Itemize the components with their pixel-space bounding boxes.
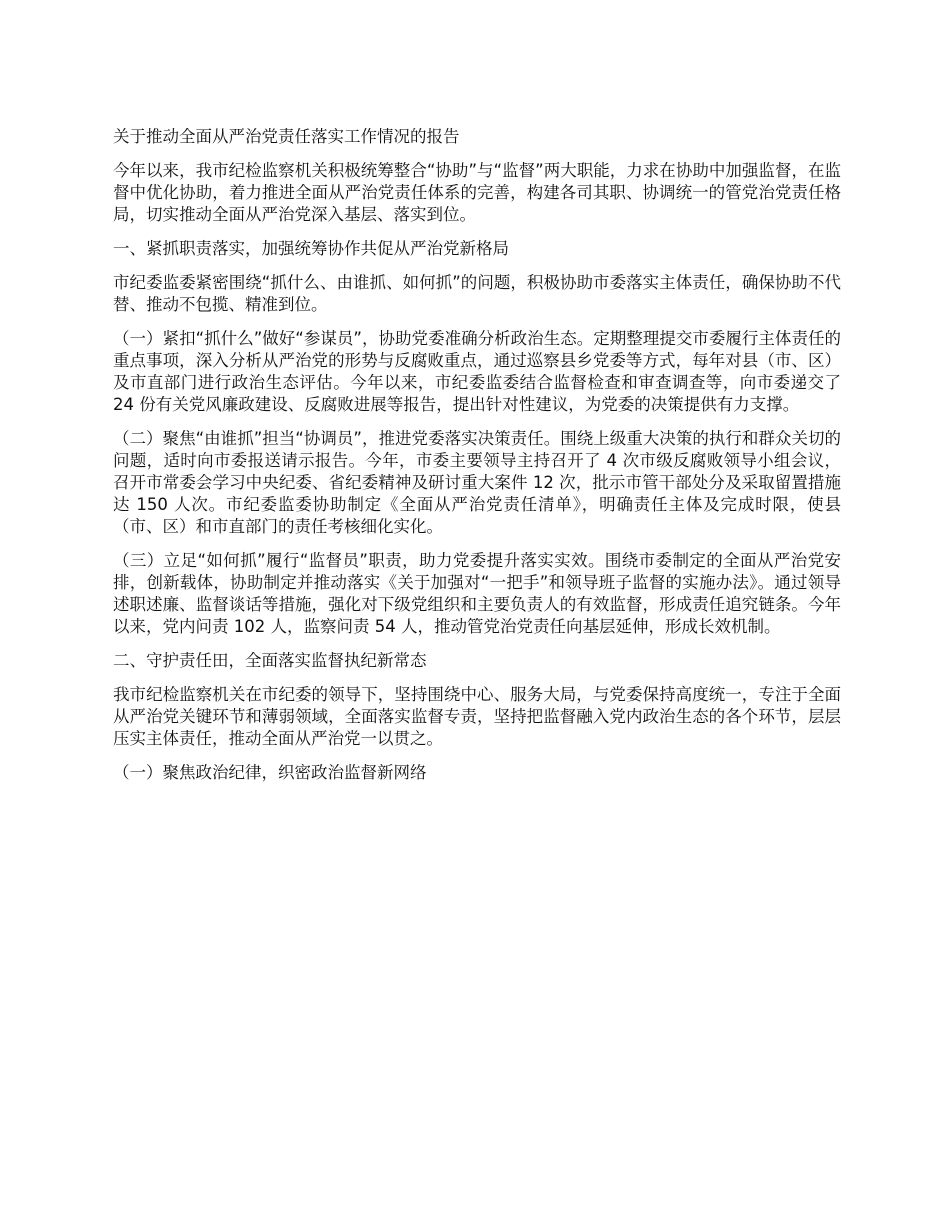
section-2-subheading: （一）聚焦政治纪律，织密政治监督新网络 — [113, 763, 427, 782]
section-1-item-1: （一）紧扣“抓什么”做好“参谋员”，协助党委准确分析政治生态。定期整理提交市委履行主体责任的重点事项，深入分析从严治党的形势与反腐败重点，通过巡察县乡党委等方式，每年对县（市、区）及市直部门进行政治生态评估。今年以来，市纪委监委结合监督检查和审查调查等，向市委递交了 24 份有关党风廉政建设、反腐败进展等报告，提出针对性建议，为党委的决策提供有力支撑。 — [113, 329, 841, 414]
section-1-item-3: （三）立足“如何抓”履行“监督员”职责，助力党委提升落实实效。围绕市委制定的全面从严治党安排，创新载体，协助制定并推动落实《关于加强对“一把手”和领导班子监督的实施办法》。通过领导述职述廉、监督谈话等措施，强化对下级党组织和主要负责人的有效监督，形成责任追究链条。今年以来，党内问责 102 人，监察问责 54 人，推动管党治党责任向基层延伸，形成长效机制。 — [113, 551, 841, 636]
section-2-lead: 我市纪检监察机关在市纪委的领导下，坚持围绕中心、服务大局，与党委保持高度统一，专注于全面从严治党关键环节和薄弱领域，全面落实监督专责，坚持把监督融入党内政治生态的各个环节，层层压实主体责任，推动全面从严治党一以贯之。 — [113, 685, 841, 748]
section-1-item-2: （二）聚焦“由谁抓”担当“协调员”，推进党委落实决策责任。围绕上级重大决策的执行和群众关切的问题，适时向市委报送请示报告。今年，市委主要领导主持召开了 4 次市级反腐败领导小组会议，召开市常委会学习中央纪委、省纪委精神及研讨重大案件 12 次，批示市管干部处分及采取留置措施达 150 人次。市纪委监委协助制定《全面从严治党责任清单》，明确责任主体及完成时限，使县（市、区）和市直部门的责任考核细化实化。 — [113, 429, 841, 536]
document-page — [113, 126, 841, 796]
section-1-heading: 一、紧抓职责落实，加强统筹协作共促从严治党新格局 — [113, 239, 509, 258]
section-1-lead: 市纪委监委紧密围绕“抓什么、由谁抓、如何抓”的问题，积极协助市委落实主体责任，确保协助不代替、推动不包揽、精准到位。 — [113, 273, 841, 314]
document-title: 关于推动全面从严治党责任落实工作情况的报告 — [113, 127, 460, 146]
section-2-heading: 二、守护责任田，全面落实监督执纪新常态 — [113, 651, 427, 670]
intro-paragraph: 今年以来，我市纪检监察机关积极统筹整合“协助”与“监督”两大职能，力求在协助中加强监督，在监督中优化协助，着力推进全面从严治党责任体系的完善，构建各司其职、协调统一的管党治党责任格局，切实推动全面从严治党深入基层、落实到位。 — [113, 161, 841, 224]
